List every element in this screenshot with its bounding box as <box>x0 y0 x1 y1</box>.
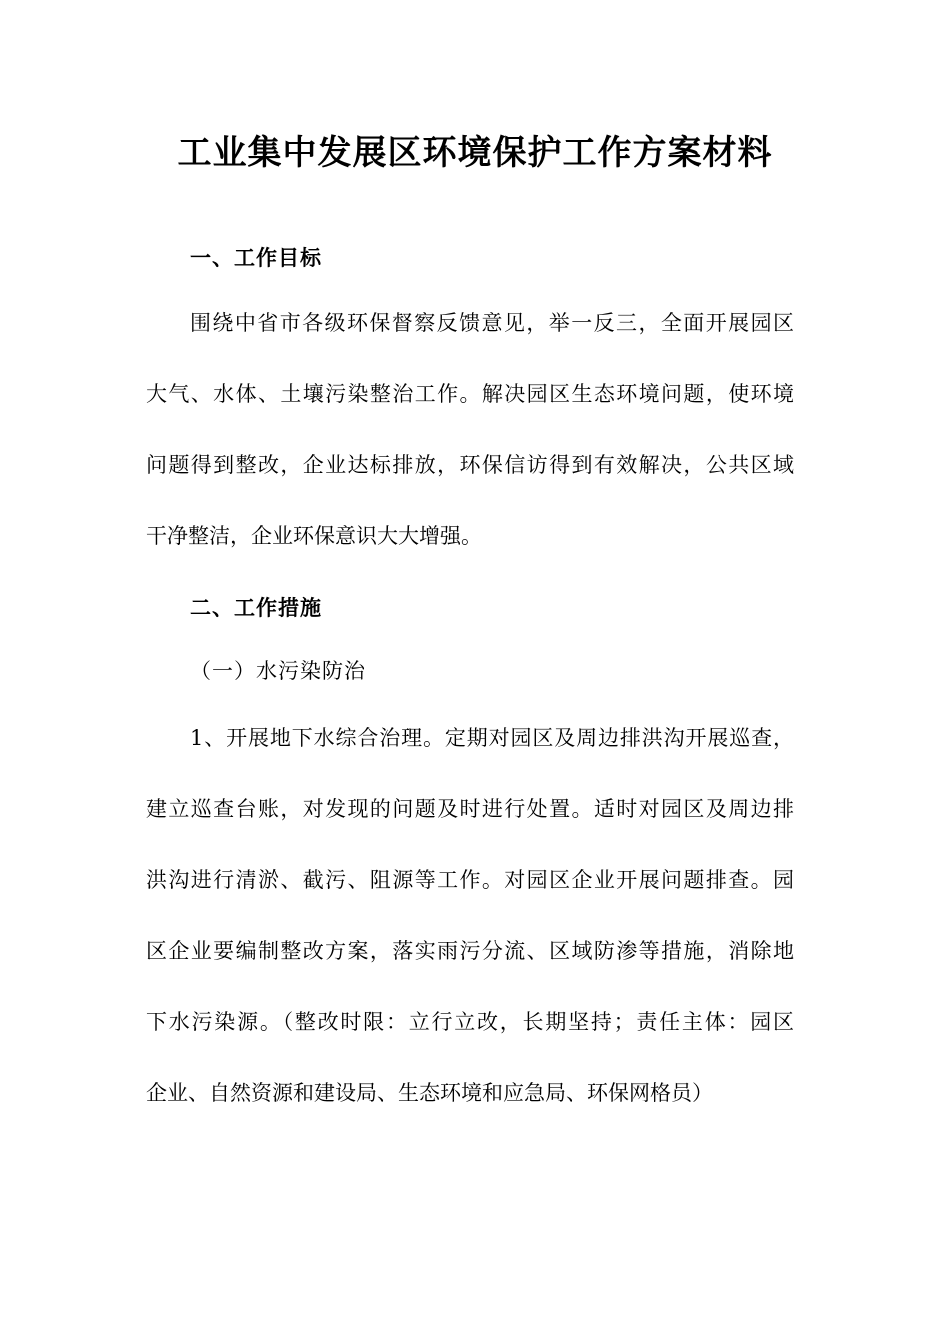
paragraph-line: 1、开展地下水综合治理。定期对园区及周边排洪沟开展巡查， <box>190 726 794 750</box>
paragraph-line: 建立巡查台账，对发现的问题及时进行处置。适时对园区及周边排 <box>146 797 794 821</box>
paragraph-line: 洪沟进行清淤、截污、阻源等工作。对园区企业开展问题排查。园 <box>146 868 794 892</box>
paragraph-line: 大气、水体、土壤污染整治工作。解决园区生态环境问题，使环境 <box>146 382 794 406</box>
section-heading-work-measures: 二、工作措施 <box>190 595 322 620</box>
paragraph-work-goals <box>146 288 794 572</box>
document-title: 工业集中发展区环境保护工作方案材料 <box>177 133 773 173</box>
paragraph-line: 干净整洁，企业环保意识大大增强。 <box>146 524 482 548</box>
paragraph-line: 围绕中省市各级环保督察反馈意见，举一反三，全面开展园区 <box>190 311 794 335</box>
subsection-heading-water-pollution: （一）水污染防治 <box>190 659 366 683</box>
paragraph-line: 企业、自然资源和建设局、生态环境和应急局、环保网格员） <box>146 1081 713 1105</box>
section-heading-work-goals: 一、工作目标 <box>190 245 322 270</box>
paragraph-line: 下水污染源。（整改时限：立行立改，长期坚持；责任主体：园区 <box>146 1010 794 1034</box>
paragraph-groundwater <box>146 703 794 1129</box>
paragraph-line: 问题得到整改，企业达标排放，环保信访得到有效解决，公共区域 <box>146 453 794 477</box>
paragraph-line: 区企业要编制整改方案，落实雨污分流、区域防渗等措施，消除地 <box>146 939 794 963</box>
